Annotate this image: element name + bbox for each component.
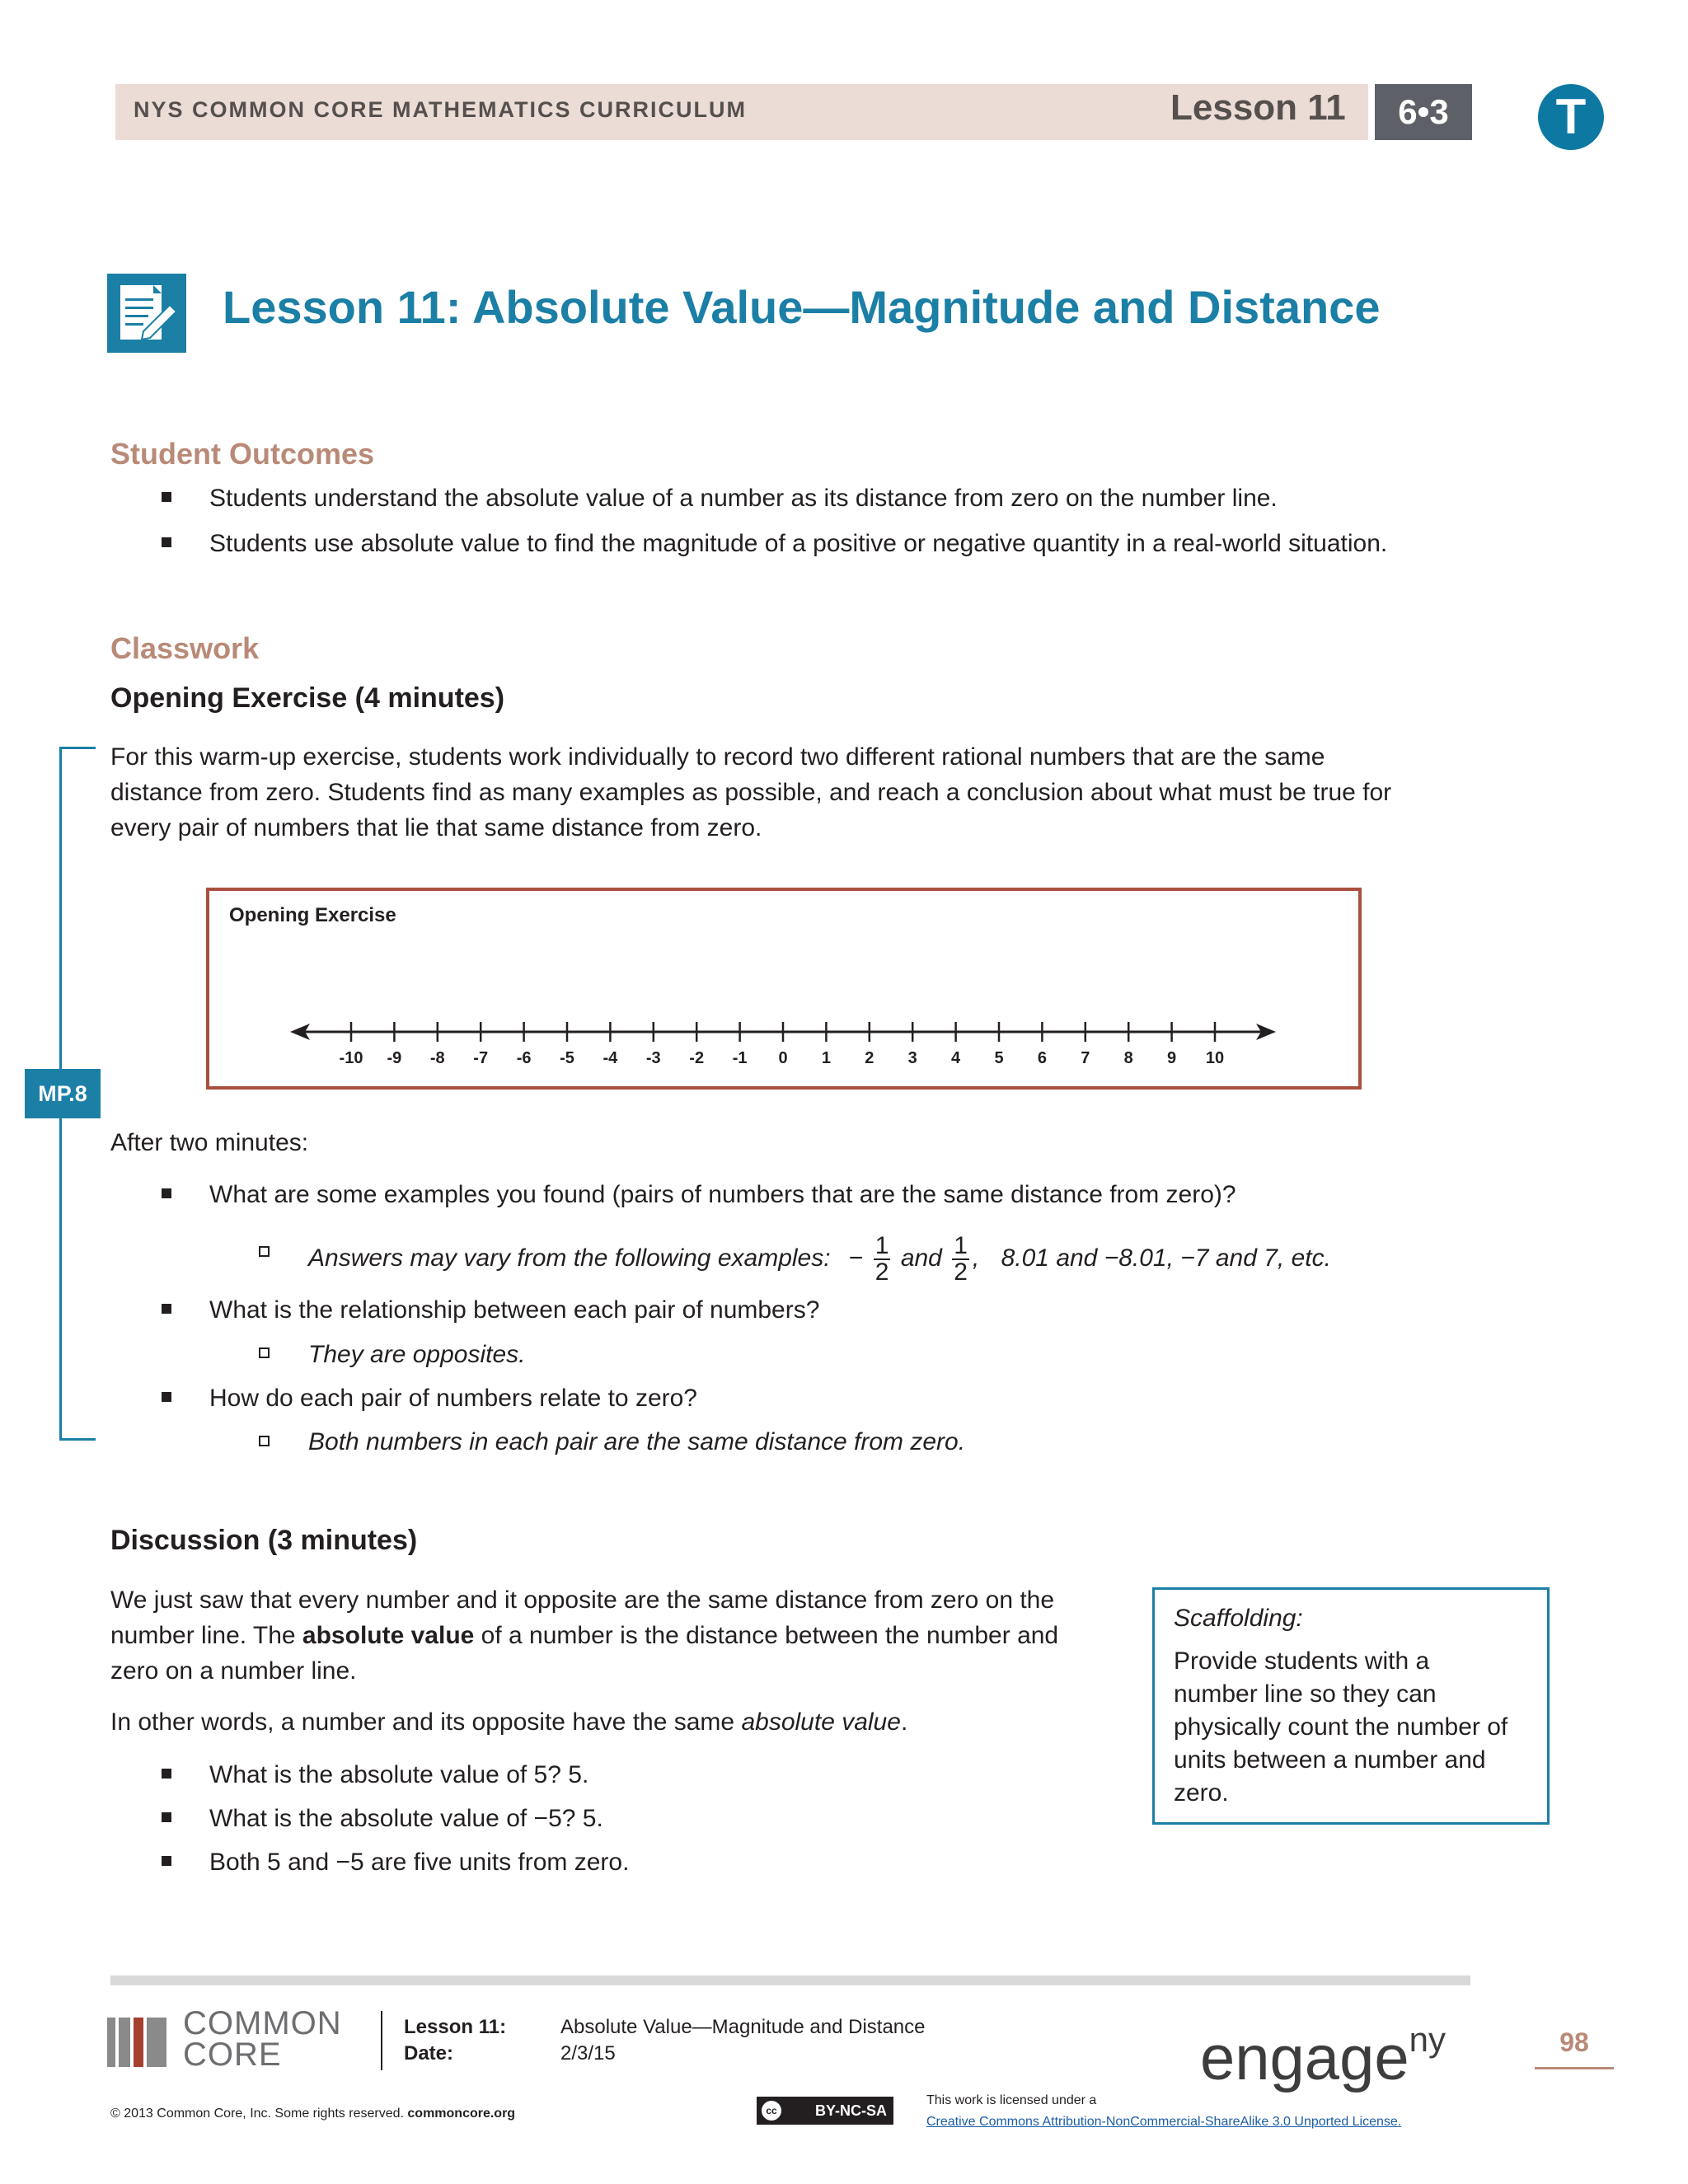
common-core-logo-icon [107,2011,171,2070]
bullet-marker [162,492,171,502]
bullet-marker [162,1392,171,1402]
cc-license-badge[interactable] [757,2097,893,2125]
mp-bracket-bottom [59,1438,96,1441]
answer-1-and: and [900,1244,942,1272]
number-line-label: 2 [865,1049,874,1067]
bullet-marker [162,1856,171,1866]
common-core-logo-text [183,2005,342,2073]
bullet-marker [162,537,171,547]
number-line-label: -9 [387,1049,402,1067]
commoncore-link[interactable]: commoncore.org [407,2107,516,2121]
bullet-marker [162,1188,171,1198]
scaffolding-text [1174,1645,1507,1810]
number-line-label: 7 [1081,1049,1090,1067]
sub-bullet-marker [259,1246,270,1257]
engage-sup: ny [1409,2020,1446,2059]
scaffolding-line: physically count the number of [1174,1713,1508,1741]
discussion-text: . [900,1708,908,1736]
opening-exercise-label: Opening Exercise [229,904,396,926]
engageny-logo [1200,2003,1446,2096]
scaffolding-line: Provide students with a [1174,1647,1430,1675]
number-line-label: 4 [951,1049,961,1067]
lesson-notepad-icon [107,274,186,353]
scaffolding-line: number line so they can [1174,1680,1437,1708]
fraction-neg-half [874,1234,891,1285]
discussion-heading: Discussion (3 minutes) [110,1525,418,1556]
number-line-label: 0 [778,1049,788,1067]
scaffolding-line: units between a number and [1174,1746,1486,1774]
fraction-numerator: 1 [954,1232,968,1259]
question-3: How do each pair of numbers relate to zero? [209,1385,697,1412]
page-number-rule [1535,2067,1614,2069]
number-line-label: -8 [429,1049,445,1067]
bullet-marker [162,1769,171,1779]
number-line-label: 10 [1205,1049,1225,1067]
outcome-item: Students understand the absolute value of a number as its distance from zero on the number line. [209,485,1278,512]
footer-date-label: Date: [404,2042,454,2064]
intro-line: distance from zero. Students find as many examples as possible, and reach a conclusion about what must be true for [110,779,1392,806]
opening-exercise-heading: Opening Exercise (4 minutes) [110,682,505,714]
footer-date-value: 2/3/15 [560,2042,616,2064]
scaffolding-line: zero. [1174,1779,1229,1807]
footer-lesson-value: Absolute Value—Magnitude and Distance [560,2016,926,2038]
absolute-value-italic: absolute value [741,1708,901,1736]
number-line-label: -6 [516,1049,532,1067]
discussion-bullet: What is the absolute value of 5? 5. [209,1761,589,1788]
logo-bottom: CORE [183,2036,282,2073]
number-line-label: -3 [645,1049,661,1067]
number-line-label: -10 [339,1049,363,1067]
intro-line: every pair of numbers that lie that same distance from zero. [110,814,762,841]
number-line-label: 5 [994,1049,1004,1067]
number-line-label: -4 [603,1049,618,1067]
teacher-badge: T [1538,84,1604,150]
discussion-text: of a number is the distance between the number and [481,1622,1059,1649]
engage-text: engage [1200,2023,1409,2093]
logo-top: COMMON [183,2005,342,2041]
answer-1-neg: − [848,1244,864,1272]
answer-3: Both numbers in each pair are the same distance from zero. [308,1428,966,1455]
discussion-line [110,1618,1058,1653]
number-line-label: -7 [473,1049,489,1067]
mp-bracket-top [59,747,96,749]
footer-rule [110,1975,1470,1985]
discussion-text: number line. The [110,1622,296,1649]
number-line-label: -1 [732,1049,748,1067]
sub-bullet-marker [259,1347,270,1358]
answer-1-prefix: Answers may vary from the following examples: [308,1244,831,1272]
curriculum-title: NYS COMMON CORE MATHEMATICS CURRICULUM [134,97,747,122]
scaffolding-title: Scaffolding: [1174,1605,1303,1632]
question-2: What is the relationship between each pair of numbers? [209,1296,820,1324]
absolute-value-term: absolute value [302,1622,475,1649]
discussion-line: We just saw that every number and it opposite are the same distance from zero on the [110,1586,1055,1614]
number-line-label: -2 [689,1049,705,1067]
number-line-label: 9 [1167,1049,1177,1067]
license-link[interactable]: Creative Commons Attribution-NonCommercial-ShareAlike 3.0 Unported License. [926,2115,1402,2129]
fraction-half [952,1234,969,1285]
answer-1: Answers may vary from the following examples: − $\frac{1}{2}$ and $\frac{1}{2}$ , 8.01 and −8.01, −7 and 7, etc. [308,1232,1331,1286]
discussion-bullet: Both 5 and −5 are five units from zero. [209,1849,630,1876]
fraction-denominator: 2 [954,1258,968,1286]
discussion-bullet: What is the absolute value of −5? 5. [209,1805,603,1832]
outcome-item: Students use absolute value to find the magnitude of a positive or negative quantity in a real-world situation. [209,530,1388,557]
page-number: 98 [1559,2027,1589,2057]
number-line [288,1014,1278,1071]
license-line-1: This work is licensed under a [926,2093,1097,2107]
copyright-text: © 2013 Common Core, Inc. Some rights reserved. [110,2107,404,2121]
number-line-label: 3 [907,1049,917,1067]
question-1: What are some examples you found (pairs of numbers that are the same distance from zero)? [209,1181,1236,1208]
intro-line: For this warm-up exercise, students work individually to record two different rational numbers that are the same [110,743,1325,771]
student-outcomes-heading: Student Outcomes [110,437,375,471]
module-badge: 6•3 [1375,84,1472,140]
answer-1-rest: 8.01 and −8.01, −7 and 7, etc. [1001,1244,1331,1272]
fraction-numerator: 1 [874,1232,889,1259]
discussion-text: In other words, a number and its opposite have the same [110,1708,735,1736]
discussion-line: zero on a number line. [110,1657,357,1685]
cc-icon: cc [762,2101,781,2121]
number-line-label: -5 [560,1049,574,1067]
sub-bullet-marker [259,1436,270,1446]
lesson-title: Lesson 11: Absolute Value—Magnitude and Distance [223,281,1381,333]
cc-badge-text: BY-NC-SA [814,2102,887,2119]
bullet-marker [162,1304,171,1314]
footer-divider [381,2011,382,2070]
classwork-heading: Classwork [110,631,260,665]
answer-2: They are opposites. [308,1341,526,1368]
header-lesson: Lesson 11 [1170,87,1346,128]
number-line-label: 6 [1037,1049,1047,1067]
number-line-label: 1 [821,1049,831,1067]
fraction-denominator: 2 [874,1258,889,1286]
mp-label: MP.8 [25,1069,101,1118]
copyright [110,2107,515,2121]
number-line-label: 8 [1123,1049,1133,1067]
after-two-minutes: After two minutes: [110,1129,309,1156]
footer-lesson-label: Lesson 11: [404,2016,507,2038]
discussion-line [110,1704,907,1740]
bullet-marker [162,1812,171,1822]
